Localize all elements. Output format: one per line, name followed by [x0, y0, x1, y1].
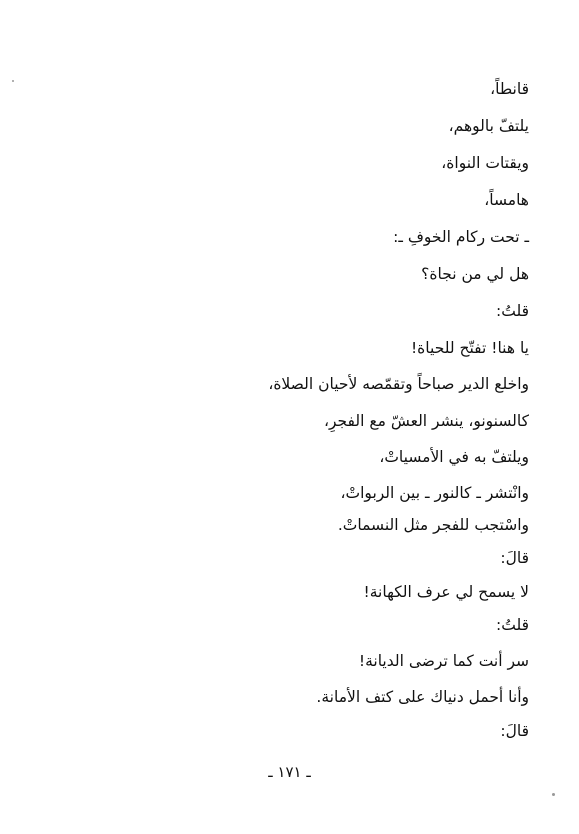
poem-line-5: ـ تحت ركام الخوفِ ـ: [393, 228, 529, 246]
poem-line-8: يا هنا! تفتّح للحياة! [410, 339, 529, 357]
poem-line-16: قلتُ: [496, 616, 529, 634]
poem-line-15: لا يسمح لي عرف الكهانة! [363, 583, 529, 601]
poem-line-12: وانْتشر ـ كالنور ـ بين الربواتْ، [340, 484, 529, 502]
scan-speck [552, 793, 555, 796]
poem-line-7: قلتُ: [496, 302, 529, 320]
page-number: ـ ١٧١ ـ [268, 763, 311, 781]
poem-line-6: هل لي من نجاة؟ [421, 265, 529, 283]
poem-line-10: كالسنونو، ينشر العشّ مع الفجرِ، [324, 412, 529, 430]
poem-line-13: واسْتجب للفجر مثل النسماتْ. [337, 516, 529, 534]
poem-line-1: قانطاً، [490, 80, 529, 98]
poem-line-11: ويلتفّ به في الأمسياتْ، [379, 448, 529, 466]
poem-line-18: وأنا أحمل دنياك على كتف الأمانة. [316, 688, 529, 706]
poem-line-17: سر أنت كما ترضى الديانة! [358, 652, 529, 670]
poem-line-2: يلتفّ بالوهم، [448, 117, 529, 135]
poem-line-19: قالَ: [500, 722, 529, 740]
poem-line-9: واخلع الدير صباحاً وتقمّصه لأحيان الصلاة، [268, 375, 529, 393]
poem-line-14: قالَ: [500, 549, 529, 567]
scan-speck [12, 80, 14, 82]
poem-line-4: هامساً، [484, 191, 529, 209]
poem-line-3: ويقتات النواة، [441, 154, 529, 172]
